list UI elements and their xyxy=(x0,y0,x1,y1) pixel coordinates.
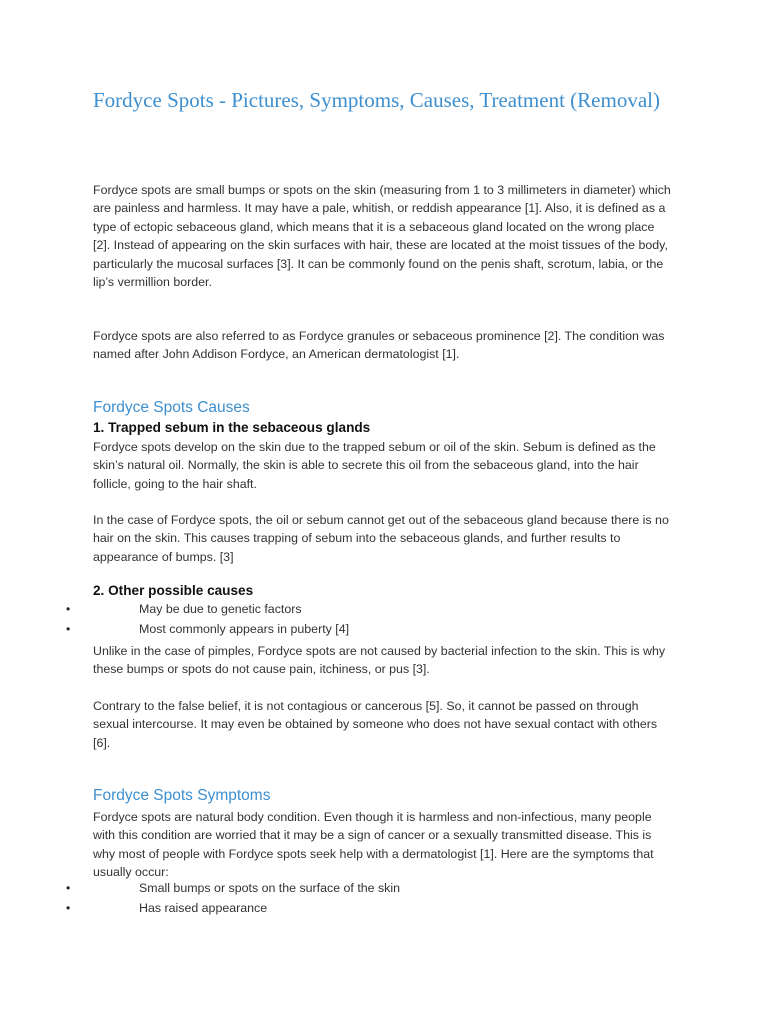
bullet-icon: • xyxy=(66,602,71,616)
causes-paragraph-3: Unlike in the case of pimples, Fordyce spots are not caused by bacterial infection to the skin. This is why these bumps or spots do not cause pain, itchiness, or pus [3]. xyxy=(93,644,666,677)
causes-subheading-2: 2. Other possible causes xyxy=(93,583,254,598)
list-item-text: Has raised appearance xyxy=(139,901,268,915)
list-item-text: Small bumps or spots on the surface of the skin xyxy=(139,881,401,895)
intro-paragraph-2: Fordyce spots are also referred to as Fordyce granules or sebaceous prominence [2]. The condition was named after John Addison Fordyce, an American dermatologist [1]. xyxy=(93,329,665,362)
page-title: Fordyce Spots - Pictures, Symptoms, Causes, Treatment (Removal) xyxy=(93,88,660,112)
bullet-icon: • xyxy=(66,901,71,915)
bullet-icon: • xyxy=(66,881,71,895)
bullet-icon: • xyxy=(66,622,71,636)
list-item-text: May be due to genetic factors xyxy=(139,602,302,616)
symptoms-heading: Fordyce Spots Symptoms xyxy=(93,787,271,804)
causes-heading: Fordyce Spots Causes xyxy=(93,399,250,416)
list-item xyxy=(66,620,666,638)
symptoms-paragraph-1: Fordyce spots are natural body condition. Even though it is harmless and non-infectious, many people with this condition are worried that it may be a sign of cancer or a sexually transmitted disease. This is why most of people with Fordyce spots seek help with a dermatologist [1]. Here are the symptoms that usually occur: xyxy=(93,810,654,880)
list-item-text: Most commonly appears in puberty [4] xyxy=(139,622,350,636)
list-item xyxy=(66,600,666,618)
intro-paragraph-1: Fordyce spots are small bumps or spots on the skin (measuring from 1 to 3 millimeters in diameter) which are painless and harmless. It may have a pale, whitish, or reddish appearance [1]. Also, it is defined as a type of ectopic sebaceous gland, which means that it is a sebaceous gland located on the wrong place [2]. Instead of appearing on the skin surfaces with hair, these are located at the moist tissues of the body, particularly the mucosal surfaces [3]. It can be commonly found on the penis shaft, scrotum, labia, or the lip’s vermillion border. xyxy=(93,183,671,290)
list-item xyxy=(66,879,666,897)
list-item xyxy=(66,899,666,917)
causes-paragraph-1: Fordyce spots develop on the skin due to the trapped sebum or oil of the skin. Sebum is defined as the skin’s natural oil. Normally, the skin is able to secrete this oil from the sebaceous gland, into the hair follicle, going to the hair shaft. xyxy=(93,440,656,491)
causes-subheading-1: 1. Trapped sebum in the sebaceous glands xyxy=(93,420,371,435)
causes-paragraph-2: In the case of Fordyce spots, the oil or sebum cannot get out of the sebaceous gland because there is no hair on the skin. This causes trapping of sebum into the sebaceous glands, and further results to appearance of bumps. [3] xyxy=(93,513,669,564)
causes-paragraph-4: Contrary to the false belief, it is not contagious or cancerous [5]. So, it cannot be passed on through sexual intercourse. It may even be obtained by someone who does not have sexual contact with others [6]. xyxy=(93,699,658,750)
